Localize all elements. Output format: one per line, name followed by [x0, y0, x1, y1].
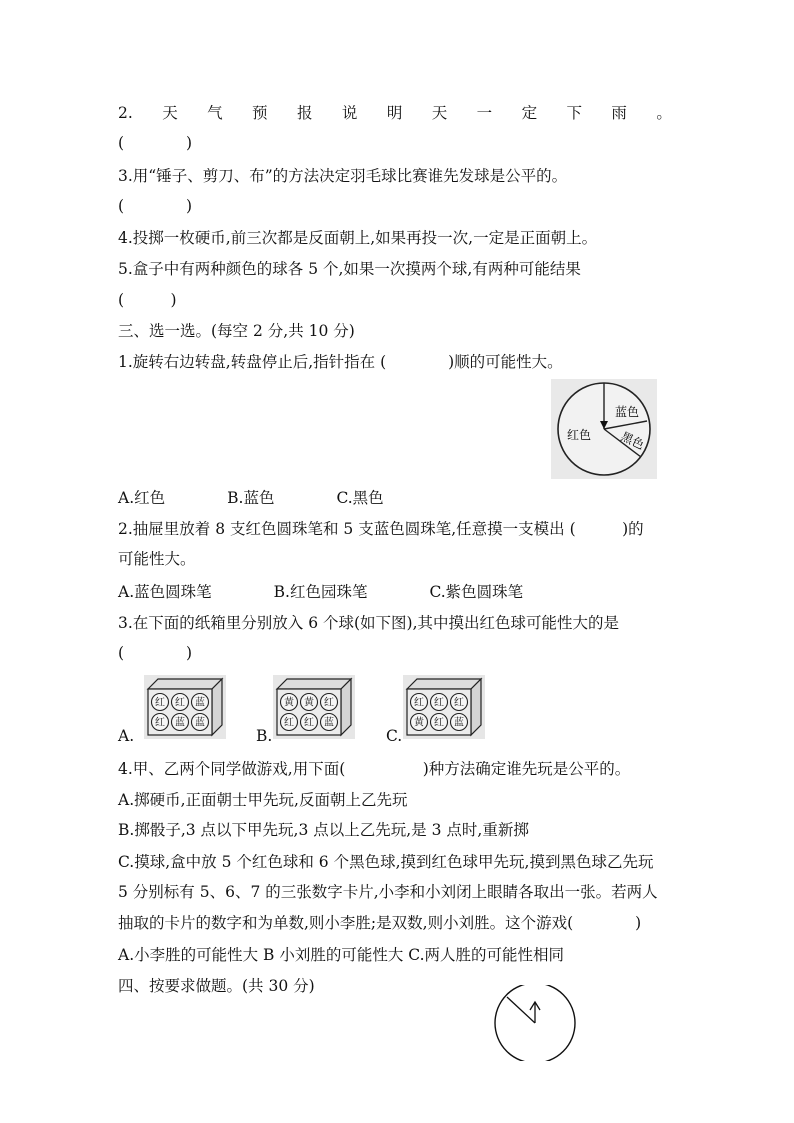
- box-a-figure: [144, 675, 226, 743]
- answer-blank: ( ): [118, 134, 193, 152]
- ball-label: 红: [175, 697, 185, 709]
- question-2-char: 。: [656, 104, 672, 122]
- box-b-figure: [273, 675, 355, 743]
- question-2-char: 说: [341, 104, 358, 122]
- box-a-label: A.: [118, 727, 135, 745]
- ball-label: 蓝: [324, 717, 334, 729]
- ball-label: 红: [454, 697, 464, 709]
- ball-label: 黄: [304, 697, 314, 709]
- question-2-char: 明: [386, 104, 403, 122]
- question-3-text: 3.用“锤子、剪刀、布”的方法决定羽毛球比赛谁先发球是公平的。: [118, 167, 568, 185]
- choice-question-1: 1.旋转右边转盘,转盘停止后,指针指在 ( )顺的可能性大。: [118, 353, 563, 371]
- ball-label: 蓝: [195, 717, 205, 729]
- choice-question-2: 2.抽屉里放着 8 支红色圆珠笔和 5 支蓝色圆珠笔,任意摸一支模出 ( )的: [118, 520, 644, 538]
- ball: [451, 714, 468, 731]
- ball-label: 红: [434, 717, 444, 729]
- ball-label: 蓝: [454, 717, 464, 729]
- ball: [172, 714, 189, 731]
- spinner-figure: [551, 379, 657, 479]
- box-c-label: C.: [386, 727, 403, 745]
- choice-4-option-c: C.摸球,盒中放 5 个红色球和 6 个黑色球,摸到红色球甲先玩,摸到黑色球乙先玩: [118, 853, 654, 871]
- choice-4-option-a: A.掷硬币,正面朝士甲先玩,反面朝上乙先玩: [118, 791, 408, 809]
- question-5-text: 5.盒子中有两种颜色的球各 5 个,如果一次摸两个球,有两种可能结果: [118, 260, 581, 278]
- ball: [192, 714, 209, 731]
- choice-4-option-b: B.掷骰子,3 点以下甲先玩,3 点以上乙先玩,是 3 点时,重新掷: [118, 821, 529, 839]
- question-2-char: 雨: [611, 104, 627, 122]
- ball-label: 黄: [414, 717, 424, 729]
- clock-circle-figure: [492, 985, 580, 1065]
- ball-label: 红: [155, 697, 165, 709]
- ball: [321, 694, 338, 711]
- question-2-line: [118, 103, 672, 123]
- spinner-label-red: 红色: [567, 428, 592, 442]
- ball: [451, 694, 468, 711]
- choice-1-options: A.红色 B.蓝色 C.黑色: [118, 489, 384, 507]
- spinner-svg: [551, 379, 657, 479]
- answer-blank: ( ): [118, 197, 193, 215]
- choice-question-5: 5 分别标有 5、6、7 的三张数字卡片,小李和小刘闭上眼睛各取出一张。若两人: [118, 883, 658, 901]
- ball-label: 红: [284, 717, 294, 729]
- choice-question-5-cont: 抽取的卡片的数字和为单数,则小李胜;是双数,则小刘胜。这个游戏( ): [118, 914, 642, 932]
- question-2-char: 定: [521, 104, 538, 122]
- ball: [431, 694, 448, 711]
- ball: [152, 694, 169, 711]
- ball: [411, 714, 428, 731]
- ball: [281, 714, 298, 731]
- ball: [192, 694, 209, 711]
- question-2-char: 下: [566, 104, 583, 122]
- choice-question-4: 4.甲、乙两个同学做游戏,用下面( )种方法确定谁先玩是公平的。: [118, 760, 631, 778]
- answer-blank: ( ): [118, 644, 193, 662]
- answer-blank: ( ): [118, 291, 177, 309]
- section-3-heading: 三、选一选。(每空 2 分,共 10 分): [118, 322, 355, 340]
- question-2-char: 预: [252, 104, 268, 122]
- ball: [411, 694, 428, 711]
- ball: [301, 694, 318, 711]
- question-2-char: 报: [296, 104, 313, 122]
- ball-label: 红: [304, 717, 314, 729]
- section-4-heading: 四、按要求做题。(共 30 分): [118, 977, 315, 995]
- ball-label: 红: [434, 697, 444, 709]
- question-2-char: 天: [162, 104, 178, 122]
- ball: [321, 714, 338, 731]
- question-number: 2.: [118, 104, 133, 122]
- ball-label: 蓝: [175, 717, 185, 729]
- ball-label: 红: [324, 697, 334, 709]
- question-2-char: 天: [431, 104, 448, 122]
- ball: [152, 714, 169, 731]
- ball-label: 黄: [284, 697, 294, 709]
- choice-question-2-cont: 可能性大。: [118, 550, 196, 568]
- spinner-label-blue: 蓝色: [615, 405, 640, 419]
- ball: [172, 694, 189, 711]
- ball-label: 蓝: [195, 697, 205, 709]
- question-2-char: 一: [476, 104, 493, 122]
- ball-label: 红: [155, 717, 165, 729]
- ball: [431, 714, 448, 731]
- spinner-label-black: 黑色: [618, 429, 647, 453]
- ball-label: 红: [414, 697, 424, 709]
- question-4-text: 4.投掷一枚硬币,前三次都是反面朝上,如果再投一次,一定是正面朝上。: [118, 229, 598, 247]
- box-b-label: B.: [256, 727, 273, 745]
- ball: [301, 714, 318, 731]
- question-2-char: 气: [207, 104, 223, 122]
- choice-2-options: A.蓝色圆珠笔 B.红色园珠笔 C.紫色圆珠笔: [118, 583, 524, 601]
- choice-5-options: A.小李胜的可能性大 B 小刘胜的可能性大 C.两人胜的可能性相同: [118, 946, 565, 964]
- box-c-figure: [403, 675, 485, 743]
- choice-question-3: 3.在下面的纸箱里分别放入 6 个球(如下图),其中摸出红色球可能性大的是: [118, 614, 620, 632]
- ball: [281, 694, 298, 711]
